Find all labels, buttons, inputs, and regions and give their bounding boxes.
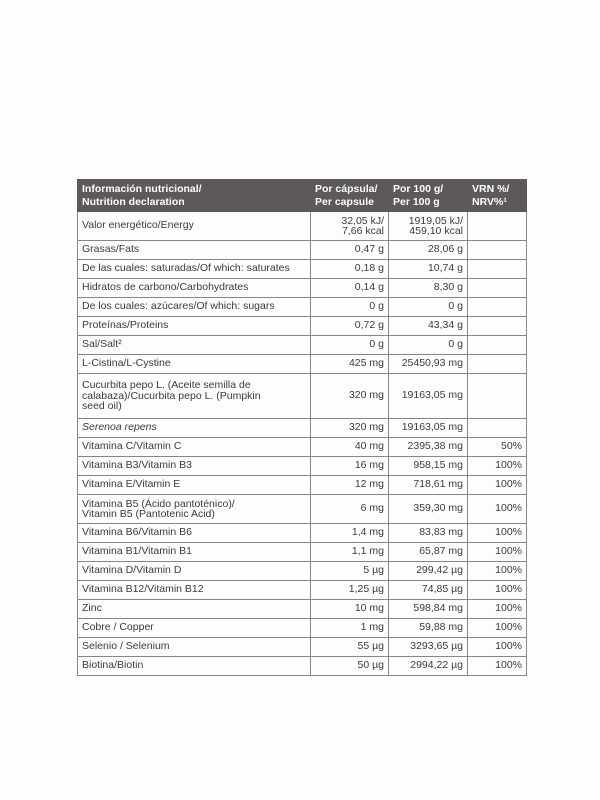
table-row-salt [78, 336, 527, 355]
table-row-saturates [78, 260, 527, 279]
nutrient-name: L-Cistina/L-Cystine [78, 355, 311, 374]
nutrient-name: Vitamina B3/Vitamin B3 [78, 457, 311, 476]
per-capsule-value: 1,25 µg [311, 581, 389, 600]
nrv-value: 100% [468, 619, 527, 638]
per-capsule-value: 10 mg [311, 600, 389, 619]
table-row-carbohydrates [78, 279, 527, 298]
per-100g-value: 74,85 µg [389, 581, 468, 600]
nrv-value: 100% [468, 495, 527, 524]
table-row-vitamin-b5 [78, 495, 527, 524]
per-capsule-value: 425 mg [311, 355, 389, 374]
nutrient-name: Sal/Salt² [78, 336, 311, 355]
per-100g-value: 25450,93 mg [389, 355, 468, 374]
header-nrv: VRN %/ NRV%¹ [468, 180, 527, 212]
per-100g-value: 19163,05 mg [389, 374, 468, 419]
per-capsule-value: 0,14 g [311, 279, 389, 298]
table-row-zinc [78, 600, 527, 619]
per-100g-value: 0 g [389, 298, 468, 317]
nutrient-name: Vitamina B6/Vitamin B6 [78, 524, 311, 543]
nrv-value [468, 374, 527, 419]
nrv-value [468, 317, 527, 336]
nrv-value [468, 298, 527, 317]
per-100g-value: 958,15 mg [389, 457, 468, 476]
table-row-selenium [78, 638, 527, 657]
nrv-value: 100% [468, 657, 527, 676]
per-capsule-value: 16 mg [311, 457, 389, 476]
per-100g-value: 0 g [389, 336, 468, 355]
table-row-biotin [78, 657, 527, 676]
per-capsule-value: 0,18 g [311, 260, 389, 279]
nutrient-name: De los cuales: azúcares/Of which: sugars [78, 298, 311, 317]
table-header-row [78, 180, 527, 212]
per-100g-value: 359,30 mg [389, 495, 468, 524]
nrv-value [468, 241, 527, 260]
nrv-value: 100% [468, 457, 527, 476]
table-row-vitamin-d [78, 562, 527, 581]
table-row-vitamin-b1 [78, 543, 527, 562]
nutrient-name: Biotina/Biotin [78, 657, 311, 676]
table-row-copper [78, 619, 527, 638]
table-row-proteins [78, 317, 527, 336]
table-row-vitamin-b6 [78, 524, 527, 543]
table-row-fats [78, 241, 527, 260]
per-100g-value: 299,42 µg [389, 562, 468, 581]
nutrient-name: Vitamina B12/Vitamin B12 [78, 581, 311, 600]
per-capsule-value: 50 µg [311, 657, 389, 676]
per-100g-value: 598,84 mg [389, 600, 468, 619]
table-row-vitamin-b12 [78, 581, 527, 600]
nutrient-name: Hidratos de carbono/Carbohydrates [78, 279, 311, 298]
nrv-value: 100% [468, 476, 527, 495]
nutrient-name: Cucurbita pepo L. (Aceite semilla de calabaza)/Cucurbita pepo L. (Pumpkin seed oil) [78, 374, 311, 419]
per-capsule-value: 1,1 mg [311, 543, 389, 562]
per-capsule-value: 55 µg [311, 638, 389, 657]
per-capsule-value: 1 mg [311, 619, 389, 638]
header-per-capsule: Por cápsula/ Per capsule [311, 180, 389, 212]
nrv-value [468, 260, 527, 279]
per-100g-value: 59,88 mg [389, 619, 468, 638]
nutrition-table [77, 179, 527, 676]
nutrient-name: Cobre / Copper [78, 619, 311, 638]
nutrient-name: De las cuales: saturadas/Of which: saturates [78, 260, 311, 279]
per-capsule-value: 32,05 kJ/ 7,66 kcal [311, 212, 389, 241]
per-capsule-value: 0,72 g [311, 317, 389, 336]
per-capsule-value: 12 mg [311, 476, 389, 495]
per-100g-value: 2395,38 mg [389, 438, 468, 457]
per-100g-value: 3293,65 µg [389, 638, 468, 657]
per-100g-value: 28,06 g [389, 241, 468, 260]
nrv-value [468, 419, 527, 438]
nrv-value: 100% [468, 524, 527, 543]
nrv-value [468, 355, 527, 374]
nrv-value [468, 279, 527, 298]
nutrient-name: Vitamina E/Vitamin E [78, 476, 311, 495]
per-capsule-value: 40 mg [311, 438, 389, 457]
nutrient-name: Grasas/Fats [78, 241, 311, 260]
nutrient-name: Vitamina D/Vitamin D [78, 562, 311, 581]
table-row-sugars [78, 298, 527, 317]
nrv-value [468, 212, 527, 241]
per-100g-value: 10,74 g [389, 260, 468, 279]
table-row-vitamin-b3 [78, 457, 527, 476]
per-100g-value: 1919,05 kJ/ 459,10 kcal [389, 212, 468, 241]
per-100g-value: 43,34 g [389, 317, 468, 336]
per-capsule-value: 320 mg [311, 374, 389, 419]
per-capsule-value: 5 µg [311, 562, 389, 581]
per-capsule-value: 0 g [311, 298, 389, 317]
table-row-energy [78, 212, 527, 241]
nutrient-name: Serenoa repens [78, 419, 311, 438]
per-capsule-value: 1,4 mg [311, 524, 389, 543]
nutrient-name: Proteínas/Proteins [78, 317, 311, 336]
nutrient-name: Zinc [78, 600, 311, 619]
nrv-value: 100% [468, 600, 527, 619]
nrv-value [468, 336, 527, 355]
per-100g-value: 65,87 mg [389, 543, 468, 562]
nrv-value: 100% [468, 562, 527, 581]
table-row-pumpkin-seed-oil [78, 374, 527, 419]
nrv-value: 100% [468, 638, 527, 657]
per-capsule-value: 0,47 g [311, 241, 389, 260]
per-100g-value: 19163,05 mg [389, 419, 468, 438]
table-row-vitamin-c [78, 438, 527, 457]
per-100g-value: 2994,22 µg [389, 657, 468, 676]
nutrient-name: Selenio / Selenium [78, 638, 311, 657]
per-capsule-value: 6 mg [311, 495, 389, 524]
nutrient-name: Valor energético/Energy [78, 212, 311, 241]
nrv-value: 100% [468, 543, 527, 562]
header-per-100g: Por 100 g/ Per 100 g [389, 180, 468, 212]
per-capsule-value: 320 mg [311, 419, 389, 438]
nrv-value: 50% [468, 438, 527, 457]
nutrient-name: Vitamina C/Vitamin C [78, 438, 311, 457]
per-100g-value: 8,30 g [389, 279, 468, 298]
table-row-l-cystine [78, 355, 527, 374]
nutrient-name: Vitamina B5 (Ácido pantoténico)/ Vitamin B5 (Pantotenic Acid) [78, 495, 311, 524]
table-row-vitamin-e [78, 476, 527, 495]
per-capsule-value: 0 g [311, 336, 389, 355]
per-100g-value: 718,61 mg [389, 476, 468, 495]
per-100g-value: 83,83 mg [389, 524, 468, 543]
table-row-serenoa-repens [78, 419, 527, 438]
nutrient-name: Vitamina B1/Vitamin B1 [78, 543, 311, 562]
nrv-value: 100% [468, 581, 527, 600]
header-nutrition-declaration: Información nutricional/ Nutrition declaration [78, 180, 311, 212]
